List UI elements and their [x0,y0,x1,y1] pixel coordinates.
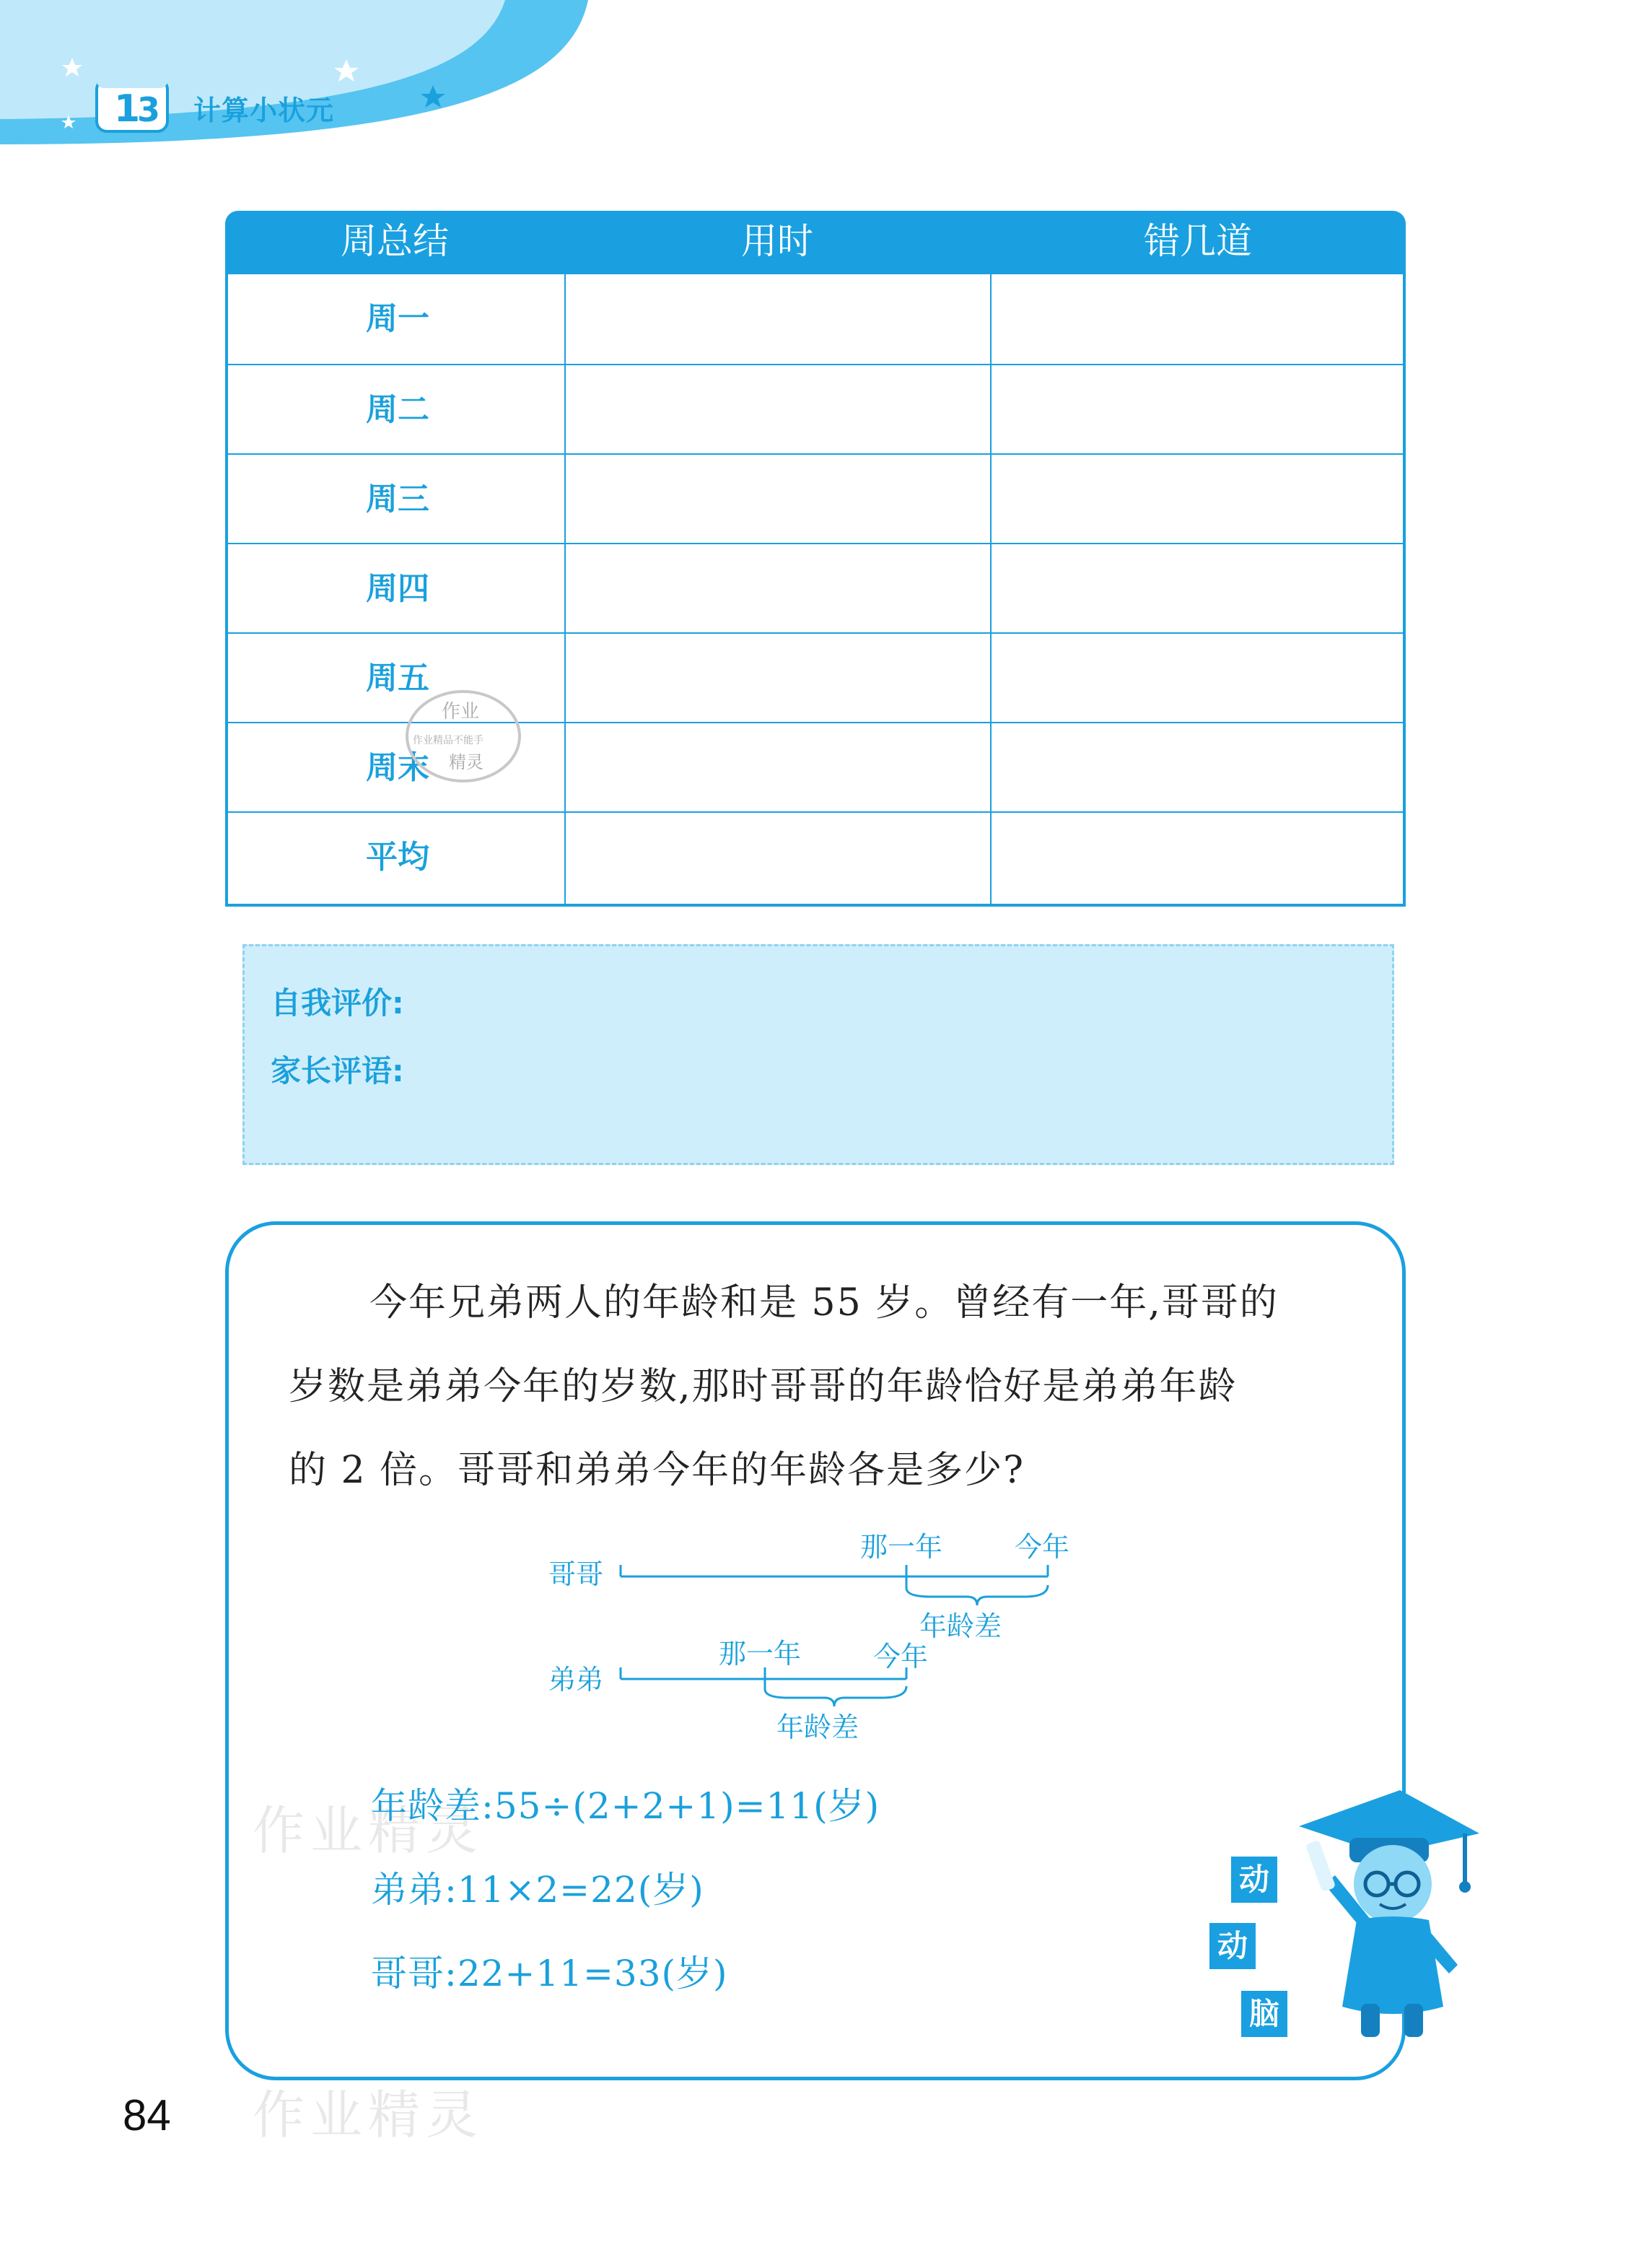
svg-text:1: 1 [114,87,141,131]
problem-line-2: 岁数是弟弟今年的岁数,那时哥哥的年龄恰好是弟弟年龄 [289,1365,1238,1408]
svg-text:3: 3 [137,90,161,129]
tag-nao: 脑 [1241,1991,1287,2037]
diagram-label-didi: 弟弟 [548,1664,604,1696]
solution-line-1: 年龄差:55÷(2+2+1)=11(岁) [371,1785,880,1827]
page-number: 84 [123,2091,171,2140]
watermark-text: 作业精灵 [253,2085,484,2145]
solution-line-2: 弟弟:11×2=22(岁) [371,1869,704,1911]
parent-comment-label: 家长评语: [271,1053,404,1089]
row-label: 周末 [366,749,429,786]
graduate-character-icon [1292,1776,1494,2050]
diagram-label-that-year: 那一年 [719,1638,802,1670]
diagram-label-that-year: 那一年 [860,1531,943,1563]
row-label: 周一 [366,300,429,337]
row-label: 周五 [366,660,429,697]
stamp-top-text: 作业 [442,701,480,723]
row-label: 周三 [366,481,429,518]
self-evaluation-label: 自我评价: [271,985,404,1021]
column-header-errors: 错几道 [1144,220,1252,262]
stamp-bottom-text: 精灵 [449,752,483,772]
diagram-label-age-diff: 年龄差 [919,1610,1002,1642]
diagram-label-gege: 哥哥 [548,1558,604,1590]
diagram-label-age-diff: 年龄差 [776,1711,859,1743]
solution-line-3: 哥哥:22+11=33(岁) [371,1953,728,1994]
row-label: 平均 [366,839,429,876]
row-label: 周四 [366,570,429,607]
problem-line-3: 的 2 倍。哥哥和弟弟今年的年龄各是多少? [289,1449,1025,1492]
problem-line-1: 今年兄弟两人的年龄和是 55 岁。曾经有一年,哥哥的 [369,1281,1279,1325]
row-label: 周二 [366,391,429,428]
tag-dong-2: 动 [1209,1923,1256,1969]
diagram-label-this-year: 今年 [873,1641,929,1672]
column-header-time: 用时 [741,220,813,262]
section-title: 计算小状元 [193,95,335,126]
column-header-summary: 周总结 [341,220,449,262]
stamp-mid-text: 作业精品不能手 [413,735,483,746]
watermark-text: 作业精灵 [253,1800,484,1861]
tag-dong-1: 动 [1231,1857,1277,1903]
diagram-label-this-year: 今年 [1015,1531,1070,1563]
